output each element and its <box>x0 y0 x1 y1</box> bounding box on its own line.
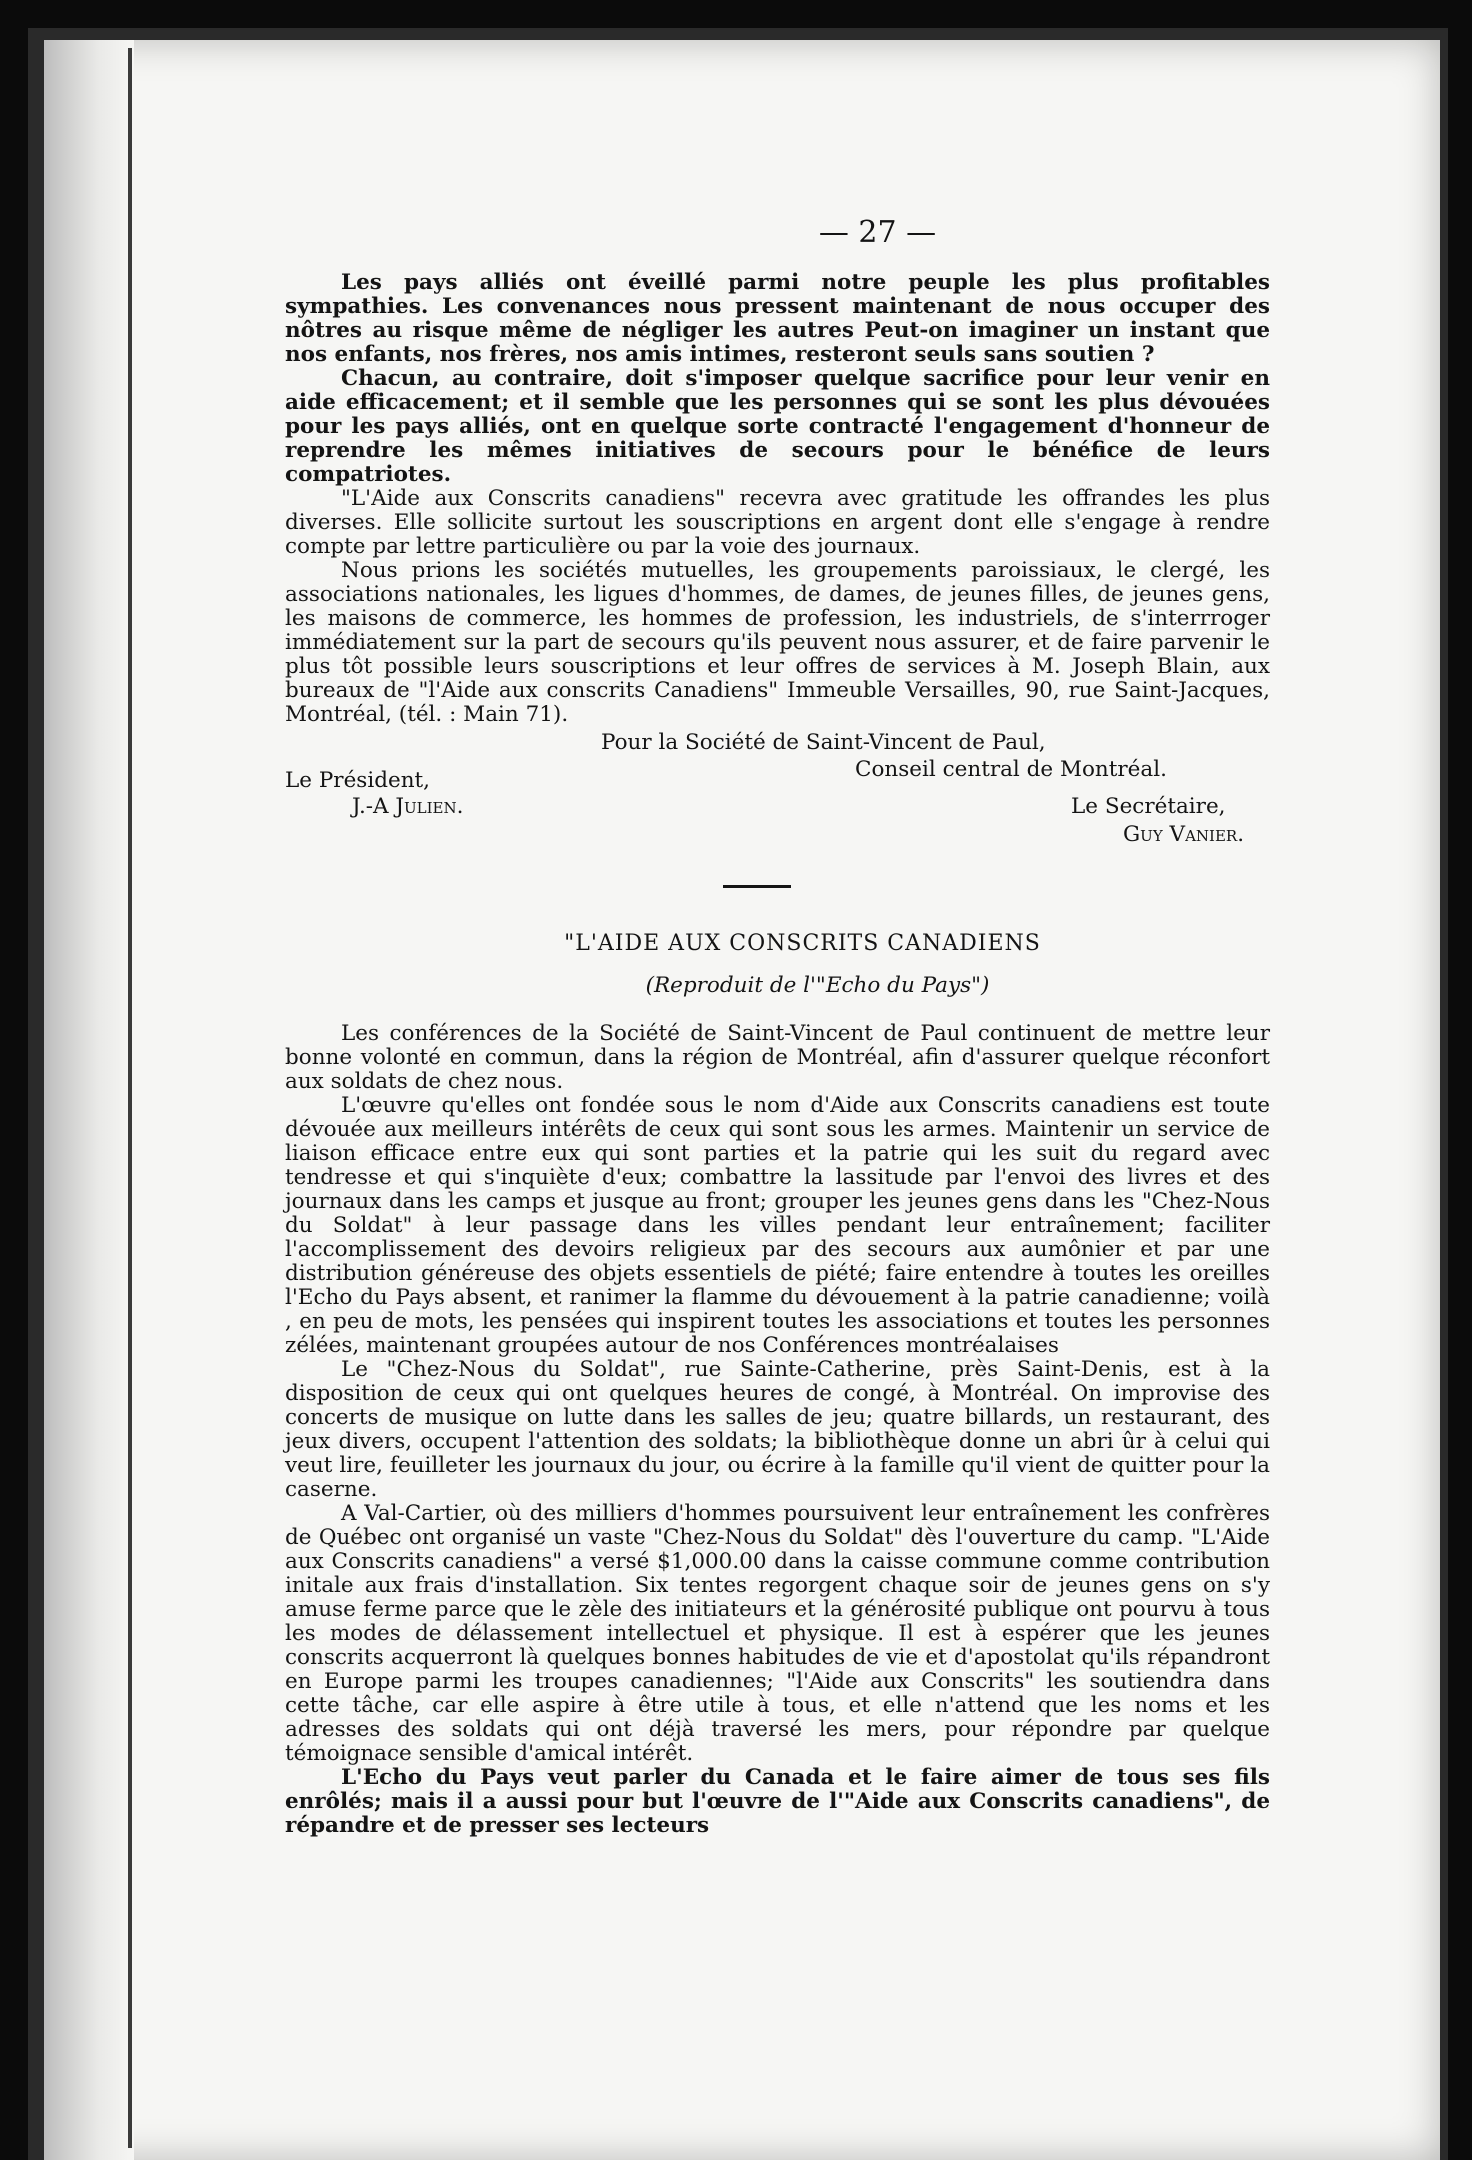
article-paragraph: L'Echo du Pays veut parler du Canada et le faire aimer de tous ses fils enrôlés; mais il a aussi pour but l'œuvre de l'"Aide aux Conscrits canadiens", de répandre et de presser ses lecteurs <box>285 1765 1270 1838</box>
intro-paragraph: Les pays alliés ont éveillé parmi notre peuple les plus profitables sympathies. Les convenances nous pressent maintenant de nous occuper des nôtres au risque même de négliger les autres Peut-on imaginer un instant que nos enfants, nos frères, nos amis intimes, resteront seuls sans soutien ? <box>285 270 1270 367</box>
article-paragraph: A Val-Cartier, où des milliers d'hommes poursuivent leur entraînement les confrères de Québec ont organisé un vaste "Chez-Nous du Soldat" dès l'ouverture du camp. "L'Aide aux Conscrits canadiens" a versé $1,000.00 dans la caisse commune comme contribution initale aux frais d'installation. Six tentes regorgent chaque soir de jeunes gens on s'y amuse ferme parce que le zèle des initiateurs et la générosité publique ont pourvu à tous les modes de délassement intellectuel et physique. Il est à espérer que les jeunes conscrits acquerront là quelques bonnes habitudes de vie et d'apostolat qu'ils répandront en Europe parmi les troupes canadiennes; "l'Aide aux Conscrits" les soutiendra dans cette tâche, car elle aspire à être utile à tous, et elle n'attend que les noms et les adresses des soldats qui ont déjà traversé les mers, pour répondre par quelque témoignace sensible d'amical intérêt. <box>285 1501 1270 1766</box>
article-paragraph: Le "Chez-Nous du Soldat", rue Sainte-Catherine, près Saint-Denis, est à la disposition de ceux qui ont quelques heures de congé, à Montréal. On improvise des concerts de musique on lutte dans les salles de jeu; quatre billards, un restaurant, des jeux divers, occupent l'attention des soldats; la bibliothèque donne un abri ûr à celui qui veut lire, feuilleter les journaux du jour, ou écrire à la famille qu'il vient de quitter pour la caserne. <box>285 1357 1270 1502</box>
president-name: J.-A Julien. <box>352 794 464 819</box>
president-title: Le Président, <box>285 768 431 793</box>
section-divider <box>723 885 791 888</box>
binding-fold <box>128 48 132 2148</box>
secretary-name: Guy Vanier. <box>1123 822 1245 847</box>
appeal-section <box>285 487 1270 727</box>
article-subtitle: (Reproduit de l'"Echo du Pays") <box>645 973 990 998</box>
article-paragraph: Les conférences de la Société de Saint-Vincent de Paul continuent de mettre leur bonne volonté en commun, dans la région de Montréal, afin d'assurer quelque réconfort aux soldats de chez nous. <box>285 1021 1270 1094</box>
article-paragraph: L'œuvre qu'elles ont fondée sous le nom d'Aide aux Conscrits canadiens est toute dévouée aux meilleurs intérêts de ceux qui sont sous les armes. Maintenir un service de liaison efficace entre eux qui sont parties et la patrie qui les suit du regard avec tendresse et qui s'inquiète d'eux; combattre la lassitude par l'envoi des livres et des journaux dans les camps et jusque au front; grouper les jeunes gens dans les "Chez-Nous du Soldat" à leur passage dans les villes pendant leur entraînement; faciliter l'accomplissement des devoirs religieux par des secours aux aumônier et par une distribution généreuse des objets essentiels de piété; faire entendre à toutes les oreilles l'Echo du Pays absent, et ranimer la flamme du dévouement à la patrie canadienne; voilà , en peu de mots, les pensées qui inspirent toutes les associations et toutes les personnes zélées, maintenant groupées autour de nos Conférences montréalaises <box>285 1093 1270 1358</box>
article-body <box>285 1022 1270 1838</box>
appeal-paragraph: Nous prions les sociétés mutuelles, les groupements paroissiaux, le clergé, les associations nationales, les ligues d'hommes, de dames, de jeunes filles, de jeunes gens, les maisons de commerce, les hommes de profession, les industriels, de s'interrroger immédiatement sur la part de secours qu'ils peuvent nous assurer, et de faire parvenir le plus tôt possible leurs souscriptions et leur offres de services à M. Joseph Blain, aux bureaux de "l'Aide aux conscrits Canadiens" Immeuble Versailles, 90, rue Saint-Jacques, Montréal, (tél. : Main 71). <box>285 558 1270 727</box>
intro-section <box>285 271 1270 487</box>
article-title: "L'AIDE AUX CONSCRITS CANADIENS <box>564 931 1041 956</box>
signature-council: Conseil central de Montréal. <box>855 757 1167 782</box>
page-content <box>285 215 1270 1838</box>
page-number: — 27 — <box>818 215 937 250</box>
page-edge <box>44 40 134 2160</box>
intro-paragraph: Chacun, au contraire, doit s'imposer quelque sacrifice pour leur venir en aide efficacement; et il semble que les personnes qui se sont les plus dévouées pour les pays alliés, ont en quelque sorte contracté l'engagement d'honneur de reprendre les mêmes initiatives de secours pour le bénéfice de leurs compatriotes. <box>285 366 1270 487</box>
secretary-title: Le Secrétaire, <box>1071 794 1226 819</box>
signature-block <box>285 731 1270 861</box>
appeal-paragraph: "L'Aide aux Conscrits canadiens" recevra avec gratitude les offrandes les plus diverses. Elle sollicite surtout les souscriptions en argent dont elle s'engage à rendre compte par lettre particulière ou par la voie des journaux. <box>285 486 1270 559</box>
signature-society: Pour la Société de Saint-Vincent de Paul, <box>601 730 1046 755</box>
